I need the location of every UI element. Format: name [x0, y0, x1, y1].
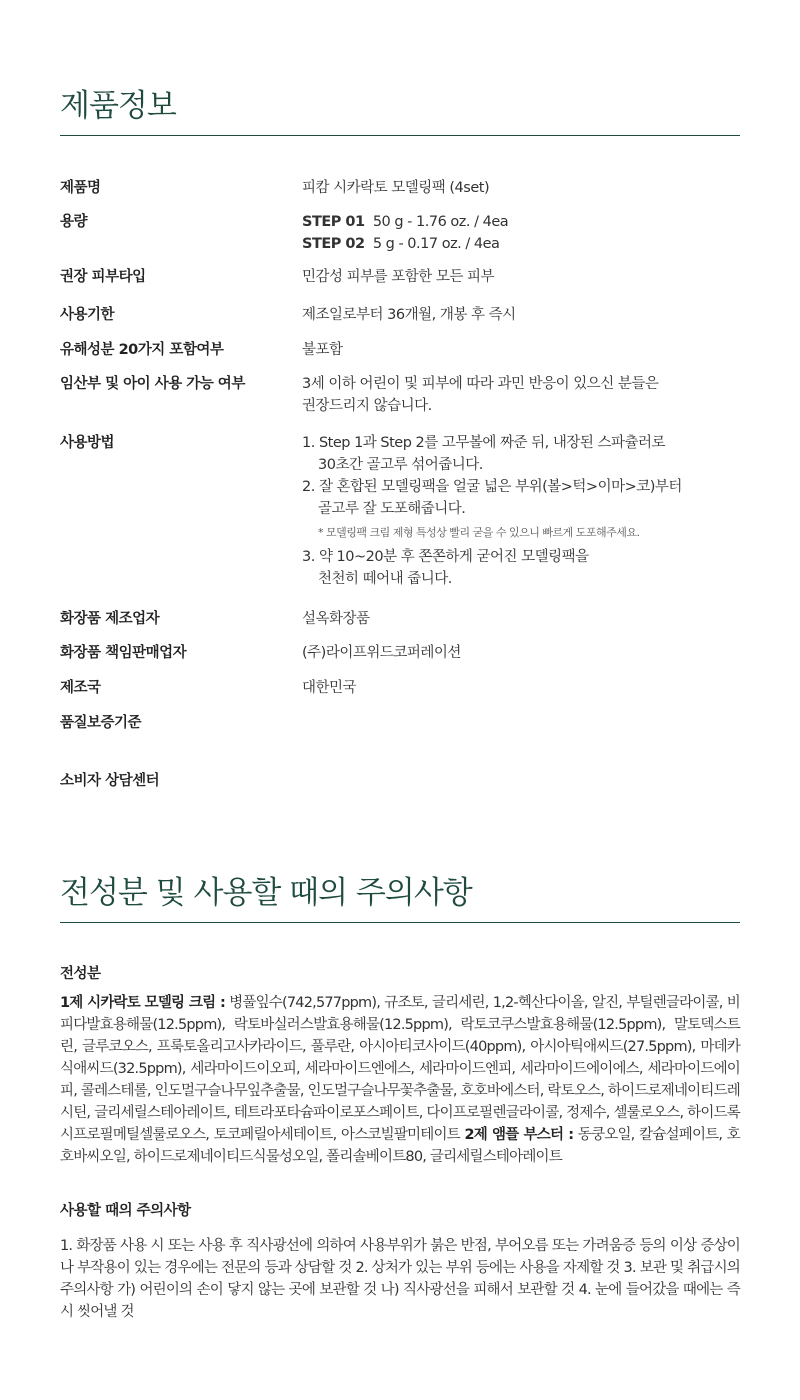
- capacity-amount: 5 g - 0.17 oz. / 4ea: [372, 236, 500, 252]
- info-row-distributor: [60, 642, 740, 664]
- info-row-usage: [60, 432, 740, 590]
- step1-ingredients: 병풀잎수(742,577ppm), 규조토, 글리세린, 1,2-헥산다이올, 알진, 부틸렌글라이콜, 비피다발효용해물(12.5ppm), 락토바실러스발효용해물(12.5ppm), 락토코쿠스발효용해물(12.5ppm), 말토덱스트린, 글루코오스, 프룩토올리고사카라이드, 풀루란, 아시아티코사이드(40ppm), 아시아틱애씨드(27.5ppm), 마데카식애씨드(32.5ppm), 세라마이드이오피, 세라마이드엔에스, 세라마이드엔피, 세라마이드에이에스, 세라마이드에이피, 콜레스테롤, 인도멀구슬나무잎추출물, 인도멀구슬나무꽃추출물, 호호바에스터, 락토오스, 하이드로제네이티드레시틴, 글리세릴스테아레이트, 테트라포타슘파이로포스페이트, 다이프로필렌글라이콜, 정제수, 셀룰로오스, 하이드록시프로필메틸셀룰로오스, 토코페릴아세테이트, 아스코빌팔미테이트: [60, 995, 740, 1143]
- info-value: 제조일로부터 36개월, 개봉 후 즉시: [302, 307, 516, 323]
- info-value: 불포함: [302, 342, 343, 358]
- ingredients-section: [60, 963, 740, 1168]
- usage-note: * 모델링팩 크림 제형 특성상 빨리 굳을 수 있으니 빠르게 도포해주세요.: [318, 526, 640, 539]
- product-info-title: 제품정보: [60, 88, 176, 124]
- ingredients-divider: [60, 922, 740, 923]
- info-label: 권장 피부타입: [60, 269, 146, 285]
- info-label: 임산부 및 아이 사용 가능 여부: [60, 376, 245, 392]
- info-row-skin-type: [60, 266, 740, 288]
- info-row-expiry: [60, 304, 740, 326]
- info-value: 민감성 피부를 포함한 모든 피부: [302, 269, 495, 285]
- info-label: 소비자 상담센터: [60, 773, 160, 789]
- info-value: 3세 이하 어린이 및 피부에 따라 과민 반응이 있으신 분들은 권장드리지 않습니다.: [302, 376, 659, 414]
- info-label: 사용방법: [60, 435, 115, 451]
- caution-heading: 사용할 때의 주의사항: [60, 1203, 191, 1219]
- info-label: 품질보증기준: [60, 715, 142, 731]
- usage-step-1: 1. Step 1과 Step 2를 고무볼에 짜준 뒤, 내장된 스파츌러로: [302, 435, 666, 451]
- step2-ingredients: 동쿵오일, 칼슘설페이트, 호호바씨오일, 하이드로제네이티드식물성오일, 폴리솔베이트80, 글리세릴스테아레이트: [60, 1127, 741, 1165]
- info-value: 설옥화장품: [302, 611, 370, 627]
- caution-text: 1. 화장품 사용 시 또는 사용 후 직사광선에 의하여 사용부위가 붉은 반점, 부어오름 또는 가려움증 등의 이상 증상이나 부작용이 있는 경우에는 전문의 등과 상담할 것 2. 상처가 있는 부위 등에는 사용을 자제할 것 3. 보관 및 취급시의 주의사항 가) 어린이의 손이 닿지 않는 곳에 보관할 것 나) 직사광선을 피해서 보관할 것 4. 눈에 들어갔을 때에는 즉시 씻어낼 것: [60, 1238, 740, 1320]
- usage-step-2-cont: 골고루 잘 도포해줍니다.: [318, 501, 466, 517]
- info-row-pregnancy-child: [60, 373, 740, 417]
- info-label: 유해성분 20가지 포함여부: [60, 342, 224, 358]
- info-label: 용량: [60, 214, 88, 230]
- info-label: 제품명: [60, 180, 101, 196]
- usage-step-3-cont: 천천히 떼어내 줍니다.: [318, 571, 452, 587]
- usage-step-3: 3. 약 10~20분 후 쫀쫀하게 굳어진 모델링팩을: [302, 549, 589, 565]
- info-value: [302, 211, 740, 255]
- info-label: 화장품 책임판매업자: [60, 645, 187, 661]
- info-label: 제조국: [60, 680, 101, 696]
- info-row-product-name: [60, 177, 740, 199]
- usage-step-1-cont: 30초간 골고루 섞어줍니다.: [318, 457, 483, 473]
- info-value: 피캄 시카락토 모델링팩 (4set): [302, 180, 490, 196]
- capacity-amount: 50 g - 1.76 oz. / 4ea: [372, 214, 509, 230]
- caution-section: [60, 1200, 740, 1323]
- info-row-country: [60, 677, 740, 699]
- info-value: [302, 712, 740, 734]
- step2-label: 2제 앰플 부스터 :: [464, 1127, 574, 1143]
- info-label: 화장품 제조업자: [60, 611, 160, 627]
- product-info-divider: [60, 135, 740, 136]
- info-label: 사용기한: [60, 307, 115, 323]
- ingredients-text: [60, 992, 740, 1168]
- info-row-consumer-center: [60, 770, 740, 792]
- ingredients-heading: 전성분: [60, 966, 101, 982]
- info-row-capacity: [60, 211, 740, 255]
- usage-steps: [302, 432, 740, 590]
- ingredients-caution-title: 전성분 및 사용할 때의 주의사항: [60, 875, 472, 911]
- info-row-quality: [60, 712, 740, 734]
- info-row-manufacturer: [60, 608, 740, 630]
- capacity-step: STEP 01: [302, 214, 365, 230]
- step1-label: 1제 시카락토 모델링 크림 :: [60, 995, 225, 1011]
- info-value: 대한민국: [302, 680, 357, 696]
- usage-step-2: 2. 잘 혼합된 모델링팩을 얼굴 넓은 부위(볼>턱>이마>코)부터: [302, 479, 682, 495]
- capacity-step: STEP 02: [302, 236, 365, 252]
- info-row-harmful-ingredients: [60, 339, 740, 361]
- info-value: [302, 770, 740, 792]
- info-value: (주)라이프위드코퍼레이션: [302, 645, 461, 661]
